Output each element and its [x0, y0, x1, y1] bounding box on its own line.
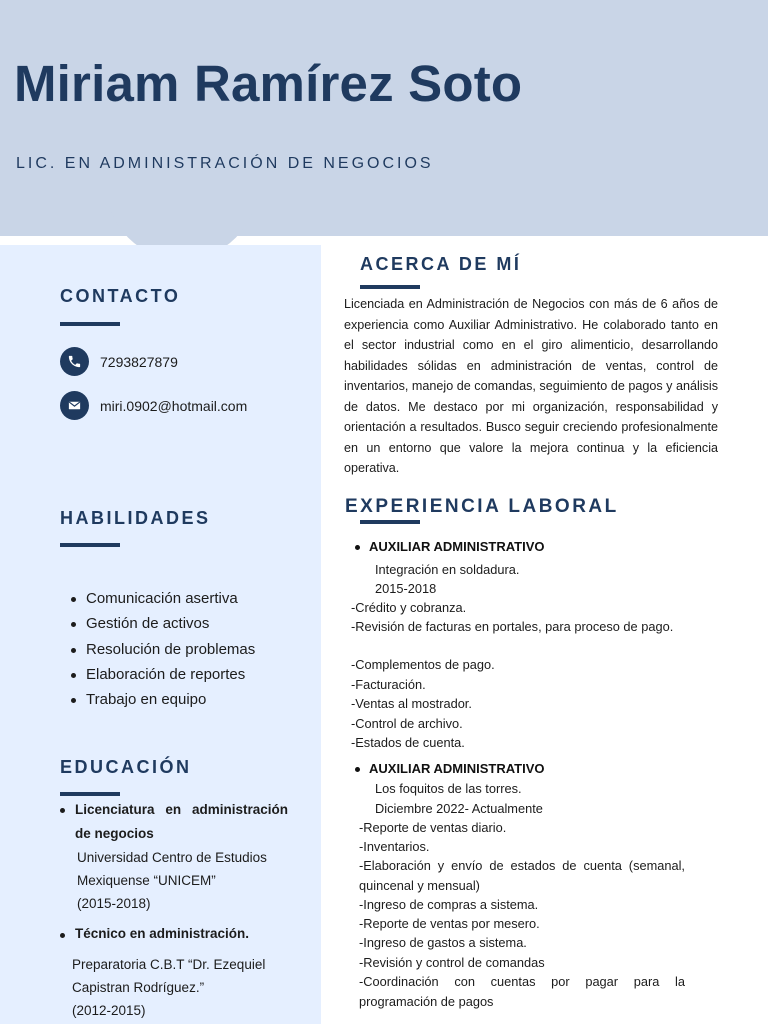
job-duty: -Complementos de pago. — [351, 657, 495, 672]
education-school: Universidad Centro de Estudios — [77, 850, 267, 865]
job-period: Diciembre 2022- Actualmente — [375, 801, 543, 816]
job-duty: -Reporte de ventas por mesero. — [359, 916, 540, 931]
job-duty: -Revisión de facturas en portales, para proceso de pago. — [351, 619, 674, 634]
job-duty: -Crédito y cobranza. — [351, 600, 467, 615]
education-period: (2012-2015) — [72, 1003, 146, 1018]
about-section-title: ACERCA DE MÍ — [360, 254, 522, 274]
job-period: 2015-2018 — [375, 581, 437, 596]
job-duty: -Reporte de ventas diario. — [359, 820, 507, 835]
job-role: AUXILIAR ADMINISTRATIVO — [369, 539, 545, 554]
job-company: Los foquitos de las torres. — [375, 781, 522, 796]
job-duty: -Elaboración y envío de estados de cuenta (semanal, quincenal y mensual) — [359, 858, 685, 893]
education-bullet — [60, 808, 65, 813]
job-duty: -Control de archivo. — [351, 716, 463, 731]
job-duty: -Inventarios. — [359, 839, 430, 854]
education-period: (2015-2018) — [77, 896, 151, 911]
skill-item: Elaboración de reportes — [70, 664, 255, 689]
skill-item: Gestión de activos — [70, 613, 255, 638]
education-degree: Licenciatura en administración — [75, 802, 288, 817]
education-school: Preparatoria C.B.T “Dr. Ezequiel — [72, 957, 266, 972]
candidate-name: Miriam Ramírez Soto — [14, 55, 523, 112]
job-duty: -Facturación. — [351, 677, 426, 692]
job-bullet — [355, 545, 360, 550]
candidate-title: LIC. EN ADMINISTRACIÓN DE NEGOCIOS — [16, 155, 434, 172]
job-role: AUXILIAR ADMINISTRATIVO — [369, 761, 545, 776]
skills-title-underline — [60, 543, 120, 547]
contact-email-row — [60, 391, 247, 420]
about-paragraph: Licenciada en Administración de Negocios con más de 6 años de experiencia como Auxiliar Administrativo. He colaborado tanto en el sector industrial como en el giro alimenticio, desarrollando habilidades sólidas en administración de ventas, control de inventarios, manejo de comandas, seguimiento de pagos y análisis de datos. Me destaco por mi organización, responsabilidad y orientación a resultados. Busco seguir creciendo profesionalmente en un entorno que valore la mejora continua y la eficiencia operativa. — [344, 297, 718, 475]
education-school-cont: Mexiquense “UNICEM” — [77, 873, 216, 888]
job-duty: -Ingreso de gastos a sistema. — [359, 935, 527, 950]
envelope-icon — [60, 391, 89, 420]
phone-icon — [60, 347, 89, 376]
contact-phone: 7293827879 — [100, 353, 178, 370]
job-duty: -Ingreso de compras a sistema. — [359, 897, 539, 912]
education-school-cont: Capistran Rodríguez.” — [72, 980, 205, 995]
skill-item: Resolución de problemas — [70, 639, 255, 664]
job-duty: -Revisión y control de comandas — [359, 955, 545, 970]
job-duty: -Estados de cuenta. — [351, 735, 465, 750]
education-bullet — [60, 933, 65, 938]
skills-list — [70, 588, 255, 714]
contact-title-underline — [60, 322, 120, 326]
contact-email: miri.0902@hotmail.com — [100, 397, 248, 414]
contact-phone-row — [60, 347, 178, 376]
skill-item: Comunicación asertiva — [70, 588, 255, 613]
about-title-underline — [360, 285, 420, 289]
experience-section-title: EXPERIENCIA LABORAL — [345, 496, 619, 517]
skills-section-title: HABILIDADES — [60, 508, 211, 528]
experience-title-underline — [360, 520, 420, 524]
job-bullet — [355, 767, 360, 772]
education-degree: Técnico en administración. — [75, 926, 250, 941]
skill-item: Trabajo en equipo — [70, 689, 255, 714]
job-company: Integración en soldadura. — [375, 562, 520, 577]
education-title-underline — [60, 792, 120, 796]
job-duty: -Coordinación con cuentas por pagar para la programación de pagos — [359, 974, 685, 1009]
job-duty: -Ventas al mostrador. — [351, 696, 472, 711]
education-section-title: EDUCACIÓN — [60, 757, 192, 777]
contact-section-title: CONTACTO — [60, 286, 181, 306]
education-degree-cont: de negocios — [75, 826, 154, 841]
